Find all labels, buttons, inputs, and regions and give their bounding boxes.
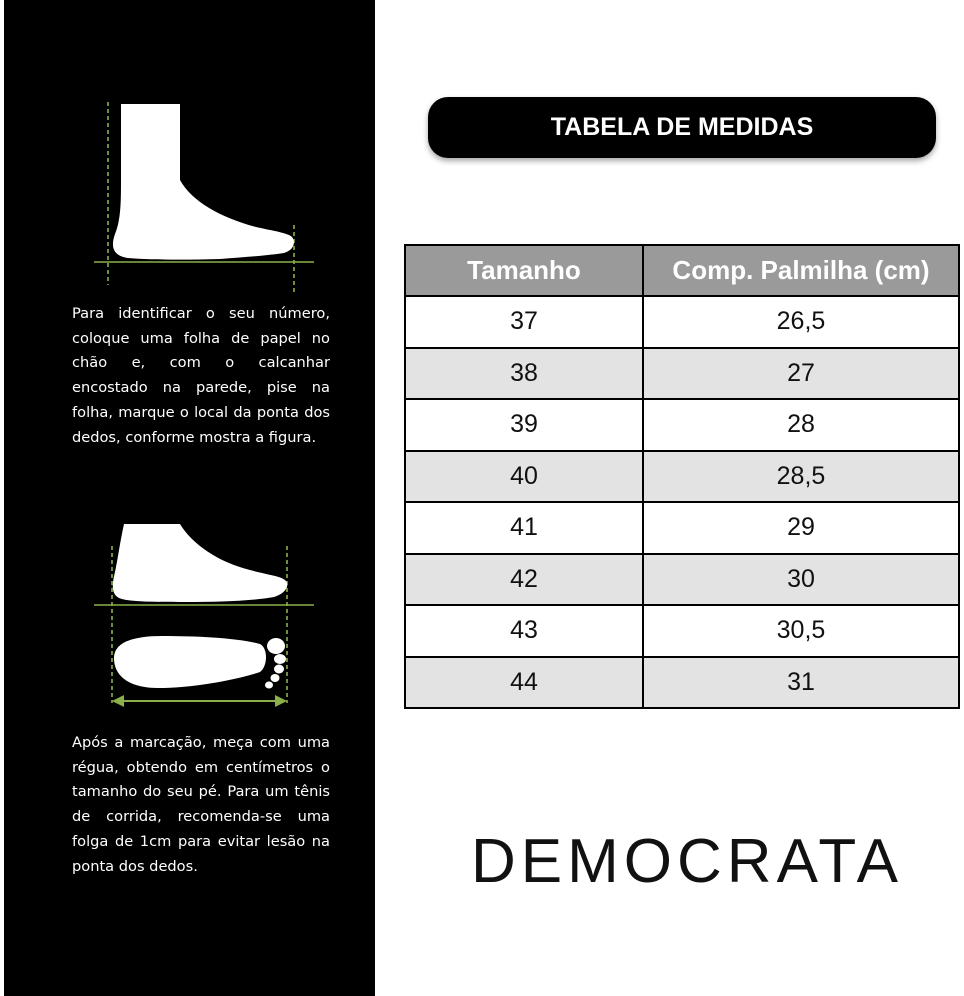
insole-length-cell: 30 xyxy=(643,554,959,606)
table-row xyxy=(405,296,959,348)
foot-measure-illustration xyxy=(88,518,318,713)
brand-logo: DEMOCRATA xyxy=(471,827,903,896)
table-row xyxy=(405,399,959,451)
header-size: Tamanho xyxy=(405,245,643,296)
header-insole-length: Comp. Palmilha (cm) xyxy=(643,245,959,296)
footprint-icon xyxy=(114,636,286,689)
table-row xyxy=(405,348,959,400)
insole-length-cell: 28,5 xyxy=(643,451,959,503)
instructions-step-2: Após a marcação, meça com uma régua, obtendo em centímetros o tamanho do seu pé. Para um tênis de corrida, recomenda-se uma folga de 1cm para evitar lesão na ponta dos dedos. xyxy=(72,734,330,875)
table-row xyxy=(405,657,959,709)
size-cell: 44 xyxy=(405,657,643,709)
foot-side-view-icon xyxy=(113,524,287,602)
size-table xyxy=(404,244,960,709)
size-cell: 41 xyxy=(405,502,643,554)
instructions-panel xyxy=(4,0,375,996)
table-row xyxy=(405,451,959,503)
table-header-row xyxy=(405,245,959,296)
size-cell: 43 xyxy=(405,605,643,657)
size-table-title: TABELA DE MEDIDAS xyxy=(428,97,936,158)
instructions-step-1: Para identificar o seu número, coloque uma folha de papel no chão e, com o calcanhar encostado na parede, pise na folha, marque o local da ponta dos dedos, conforme mostra a figura. xyxy=(72,305,330,446)
size-cell: 38 xyxy=(405,348,643,400)
table-row xyxy=(405,502,959,554)
insole-length-cell: 30,5 xyxy=(643,605,959,657)
size-cell: 42 xyxy=(405,554,643,606)
size-cell: 40 xyxy=(405,451,643,503)
size-cell: 39 xyxy=(405,399,643,451)
insole-length-cell: 26,5 xyxy=(643,296,959,348)
insole-length-cell: 27 xyxy=(643,348,959,400)
insole-length-cell: 31 xyxy=(643,657,959,709)
table-row xyxy=(405,554,959,606)
foot-side-view-icon xyxy=(88,100,318,300)
insole-length-cell: 28 xyxy=(643,399,959,451)
table-row xyxy=(405,605,959,657)
size-cell: 37 xyxy=(405,296,643,348)
insole-length-cell: 29 xyxy=(643,502,959,554)
double-arrow-icon xyxy=(112,695,287,707)
